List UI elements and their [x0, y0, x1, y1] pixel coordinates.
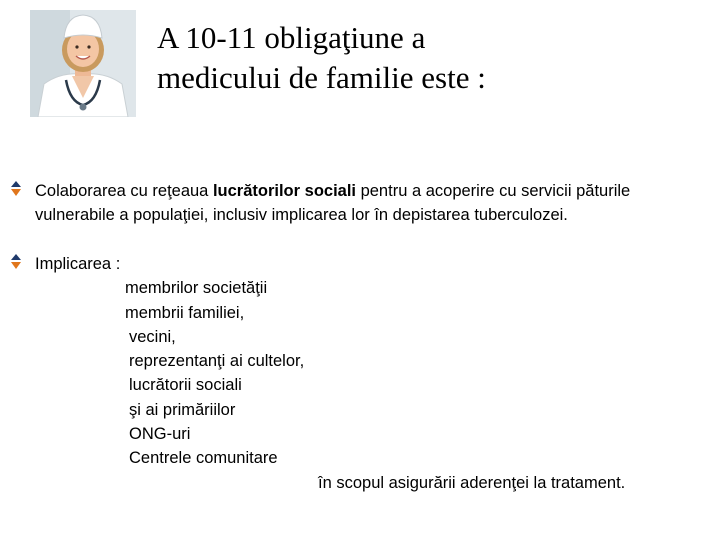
involvement-item: membrilor societăţii: [125, 279, 268, 298]
doctor-photo: [30, 10, 136, 117]
involvement-item: membrii familiei,: [125, 303, 245, 322]
involvement-item: Centrele comunitare: [129, 449, 278, 468]
bullet-point-collaboration: [35, 179, 705, 227]
diamond-bullet-icon: [8, 254, 24, 270]
point1-line1: [35, 179, 705, 203]
involvement-item: reprezentanţi ai cultelor,: [129, 352, 305, 371]
point1-text-end: pentru a acoperire cu servicii păturile: [356, 182, 631, 200]
title-line-1: A 10-11 obligaţiune a: [157, 20, 426, 55]
involvement-item: ONG-uri: [129, 425, 191, 444]
point1-text-start: Colaborarea cu reţeaua: [35, 182, 213, 200]
slide-title: [157, 18, 677, 98]
involvement-closing: în scopul asigurării aderenţei la tratament.: [318, 473, 626, 492]
involvement-item: şi ai primăriilor: [129, 400, 236, 419]
involvement-item: vecini,: [129, 327, 176, 346]
diamond-bullet-icon: [8, 181, 24, 197]
point1-bold-text: lucrătorilor sociali: [212, 182, 356, 200]
involvement-item: lucrătorii sociali: [129, 376, 242, 395]
involvement-heading: Implicarea :: [35, 255, 121, 273]
bullet-point-involvement: [35, 252, 695, 495]
point1-line2: vulnerabile a populaţiei, inclusiv implicarea lor în depistarea tuberculozei.: [35, 206, 568, 224]
title-line-2: medicului de familie este :: [157, 60, 486, 95]
